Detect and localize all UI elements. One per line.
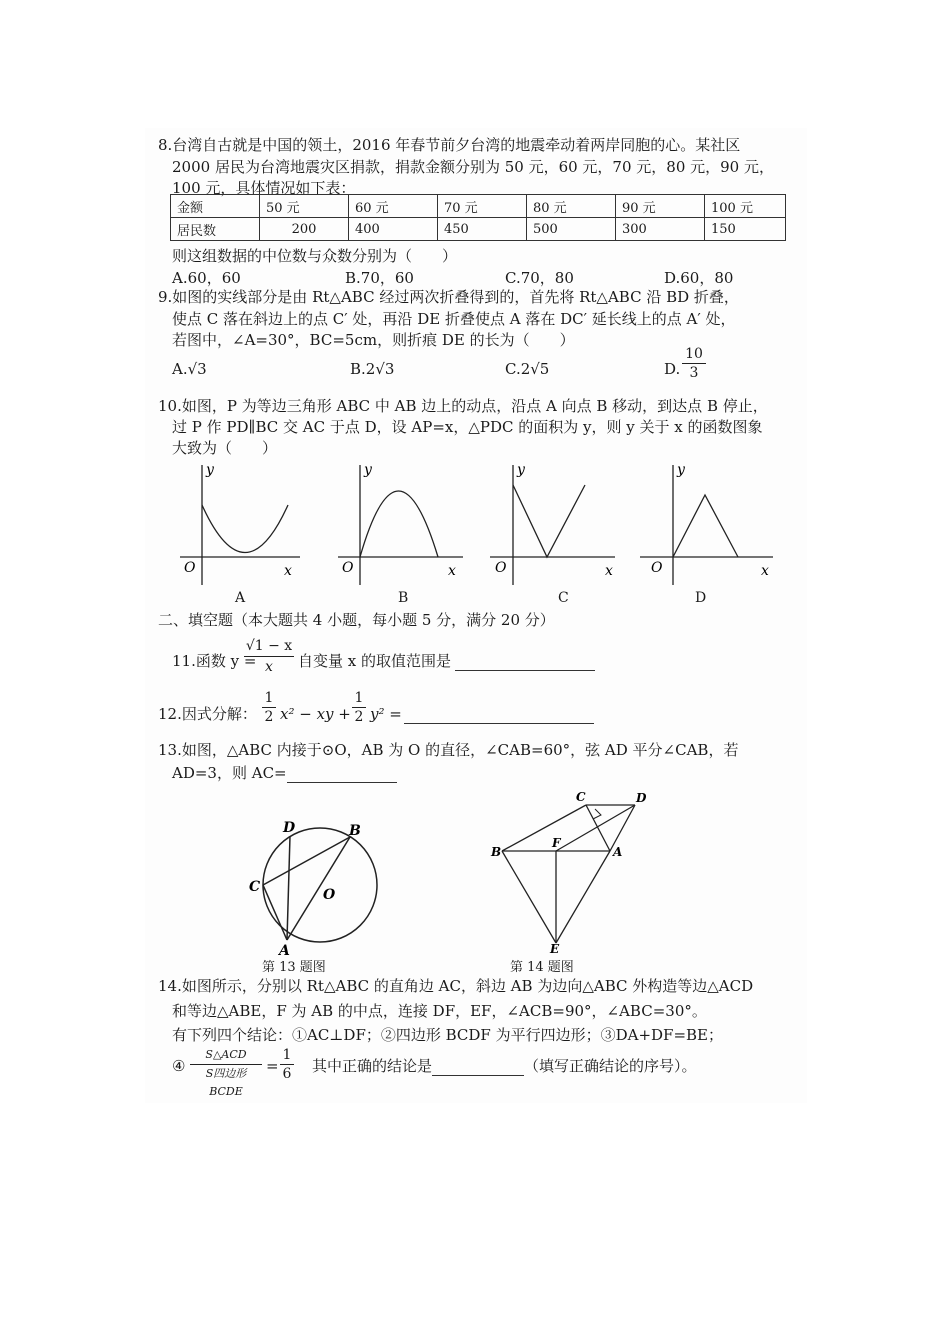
segment-cb — [263, 837, 350, 885]
q14-line3: 有下列四个结论：①AC⊥DF；②四边形 BCDF 为平行四边形；③DA+DF=BE； — [172, 1026, 724, 1044]
x-label: x — [448, 563, 456, 579]
fraction-numerator: 1 — [280, 1046, 294, 1065]
origin-label: O — [651, 560, 663, 576]
q10-line1: 10.如图，P 为等边三角形 ABC 中 AB 边上的动点，沿点 A 向点 B 移动，到达点 B 停止， — [158, 397, 768, 415]
q9-option-d-prefix: D. — [664, 360, 681, 378]
q8-line3: 100 元，具体情况如下表： — [172, 179, 356, 197]
table-cell: 100 元 — [705, 195, 786, 218]
segment-bc — [502, 805, 586, 851]
x-label: x — [284, 563, 292, 579]
point-b-label: B — [491, 845, 502, 859]
q12-prefix: 12.因式分解： — [158, 705, 257, 723]
segment-be — [502, 851, 556, 943]
fraction-denominator: 2 — [264, 709, 274, 725]
fraction-numerator: 1 — [352, 689, 366, 708]
q14-area-ratio — [190, 1046, 262, 1101]
segment-ae — [556, 851, 610, 943]
figure-13-caption: 第 13 题图 — [262, 960, 326, 975]
graph-b — [328, 460, 468, 585]
y-label: y — [364, 462, 372, 478]
segment-ac — [263, 885, 287, 940]
q9-line2: 使点 C 落在斜边上的点 C′ 处，再沿 DE 折叠使点 A 落在 DC′ 延长线上的点 A′ 处， — [172, 310, 736, 328]
graph-c — [485, 460, 625, 585]
q14-tail: （填写正确结论的序号）。 — [524, 1057, 697, 1075]
table-row — [171, 195, 786, 218]
x-label: x — [605, 563, 613, 579]
q14-line1: 14.如图所示，分别以 Rt△ABC 的直角边 AC，斜边 AB 为边向△ABC 外构造等边△ACD — [158, 977, 754, 995]
table-cell: 70 元 — [438, 195, 527, 218]
q14-suffix: 其中正确的结论是 — [312, 1057, 433, 1075]
point-a-label: A — [613, 845, 623, 859]
figure-13 — [245, 815, 385, 960]
v-shaped-line — [513, 485, 585, 557]
q8-line1: 8.台湾自古就是中国的领土，2016 年春节前夕台湾的地震牵动着两岸同胞的心。某社区 — [158, 136, 741, 154]
table-cell: 150 — [705, 218, 786, 241]
fraction-numerator: S△ACD — [190, 1046, 262, 1065]
q13-line1: 13.如图，△ABC 内接于⊙O，AB 为 O 的直径，∠CAB=60°，弦 AD 平分∠CAB，若 — [158, 741, 739, 759]
q12-expression-2: y² = — [370, 705, 402, 723]
q14-conclusion4-prefix: ④ — [172, 1057, 186, 1075]
table-cell: 金额 — [171, 195, 260, 218]
figure-14-caption: 第 14 题图 — [510, 960, 574, 975]
y-label: y — [517, 462, 525, 478]
q13-line2 — [172, 763, 397, 783]
point-b-label: B — [349, 823, 361, 839]
table-cell: 60 元 — [349, 195, 438, 218]
fraction-numerator: √1 − x — [244, 636, 294, 657]
q9-option-d-fraction — [682, 345, 706, 382]
chord-ad — [287, 836, 290, 940]
q10-line3: 大致为（ ） — [172, 439, 278, 457]
q14-answer-blank[interactable] — [432, 1059, 524, 1076]
q9-option-b: B.2√3 — [350, 360, 395, 378]
fraction-denominator: S四边形 BCDE — [205, 1067, 247, 1098]
q8-option-c: C.70，80 — [505, 269, 574, 287]
origin-label: O — [495, 560, 507, 576]
q8-question: 则这组数据的中位数与众数分别为（ ） — [172, 247, 458, 265]
point-c-label: C — [249, 879, 261, 895]
q14-ratio-value — [280, 1046, 294, 1083]
q14-equals: = — [266, 1057, 279, 1075]
graph-b-label: B — [398, 590, 409, 606]
x-label: x — [761, 563, 769, 579]
fraction-denominator: x — [265, 659, 273, 675]
parabola-curve — [202, 505, 288, 553]
y-label: y — [677, 462, 685, 478]
graph-a — [170, 460, 310, 585]
right-angle-mark — [593, 809, 601, 819]
table-cell: 80 元 — [527, 195, 616, 218]
q9-line1: 9.如图的实线部分是由 Rt△ABC 经过两次折叠得到的，首先将 Rt△ABC 沿 BD 折叠， — [158, 288, 739, 306]
donation-table — [170, 194, 786, 241]
point-c-label: C — [576, 790, 586, 804]
q12-half-2 — [352, 689, 366, 726]
q11-suffix — [298, 651, 595, 671]
q14-conclusion-question — [312, 1056, 697, 1076]
q11-fraction — [244, 636, 294, 677]
q13-line2-text: AD=3，则 AC= — [172, 764, 287, 782]
point-d-label: D — [283, 820, 296, 836]
point-e-label: E — [550, 942, 560, 956]
q9-option-a: A.√3 — [172, 360, 207, 378]
section-2-heading: 二、填空题（本大题共 4 小题，每小题 5 分，满分 20 分） — [158, 611, 555, 629]
diameter-ab — [287, 837, 350, 940]
fraction-denominator: 3 — [689, 365, 699, 381]
q10-line2: 过 P 作 PD∥BC 交 AC 于点 D，设 AP=x，△PDC 的面积为 y，则 y 关于 x 的函数图象 — [172, 418, 763, 436]
q8-line2: 2000 居民为台湾地震灾区捐款，捐款金额分别为 50 元，60 元，70 元，80 元，90 元， — [172, 158, 774, 176]
q12-half-1 — [262, 689, 276, 726]
table-cell: 90 元 — [616, 195, 705, 218]
graph-d-label: D — [695, 590, 707, 606]
table-cell: 50 元 — [260, 195, 349, 218]
point-f-label: F — [552, 836, 561, 850]
q8-option-b: B.70，60 — [345, 269, 414, 287]
q9-line3: 若图中，∠A=30°，BC=5cm，则折痕 DE 的长为（ ） — [172, 331, 575, 349]
q8-option-d: D.60，80 — [664, 269, 734, 287]
q12-expression: x² − xy + — [280, 705, 351, 723]
q13-answer-blank[interactable] — [287, 766, 397, 783]
graph-d — [635, 460, 780, 585]
q11-answer-blank[interactable] — [455, 654, 595, 671]
q12-tail — [370, 704, 594, 724]
q11-prefix: 11.函数 y = — [172, 652, 257, 670]
point-a-label: A — [279, 943, 290, 959]
table-cell: 居民数 — [171, 218, 260, 241]
downward-parabola-curve — [360, 491, 438, 557]
origin-label: O — [184, 560, 196, 576]
point-d-label: D — [636, 791, 647, 805]
q11-suffix-text: 自变量 x 的取值范围是 — [298, 652, 451, 670]
table-cell: 300 — [616, 218, 705, 241]
fraction-numerator: 1 — [262, 689, 276, 708]
table-cell: 450 — [438, 218, 527, 241]
q9-option-c: C.2√5 — [505, 360, 550, 378]
graph-a-label: A — [235, 590, 246, 606]
origin-label: O — [342, 560, 354, 576]
fraction-numerator: 10 — [682, 345, 706, 364]
q14-line2: 和等边△ABE，F 为 AB 的中点，连接 DF，EF，∠ACB=90°，∠ABC=30°。 — [172, 1002, 707, 1020]
table-row — [171, 218, 786, 241]
point-o-label: O — [323, 887, 336, 903]
triangle-shaped-line — [673, 495, 738, 557]
table-cell: 500 — [527, 218, 616, 241]
q8-option-a: A.60，60 — [172, 269, 241, 287]
fraction-denominator: 2 — [354, 709, 364, 725]
figure-14 — [488, 785, 658, 955]
graph-c-label: C — [558, 590, 569, 606]
q12-answer-blank[interactable] — [404, 707, 594, 724]
y-label: y — [206, 462, 214, 478]
table-cell: 400 — [349, 218, 438, 241]
table-cell: 200 — [260, 218, 349, 241]
fraction-denominator: 6 — [282, 1066, 292, 1082]
